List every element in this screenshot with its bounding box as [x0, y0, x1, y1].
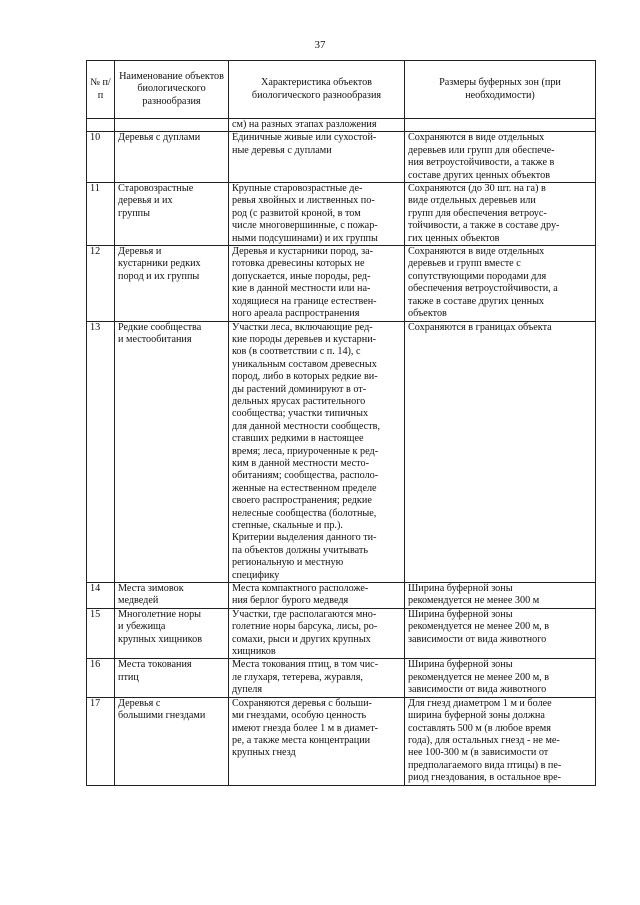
cell-number: 16	[87, 659, 115, 697]
page-number: 37	[314, 39, 326, 51]
cell-buffer-size: Сохраняются в виде отдельных деревьев и групп вместе с сопутствующими породами для обеспечения ветроустойчивости, а также в составе других ценных объектов	[405, 246, 596, 321]
header-buffer-size: Размеры буферных зон (при необходимости)	[405, 61, 596, 119]
cell-characteristics: Деревья и кустарники пород, за- готовка древесины которых не допускается, иные породы, ред- кие в данной местности или на- ходящиеся на границе естествен- ного ареала распространения	[229, 246, 405, 321]
cell-object-name: Старовозрастные деревья и их группы	[115, 183, 229, 246]
cell-buffer-size: Ширина буферной зоны рекомендуется не менее 300 м	[405, 583, 596, 609]
cell-object-name: Деревья с большими гнездами	[115, 697, 229, 785]
cell-object-name: Места токования птиц	[115, 659, 229, 697]
cell-characteristics: Участки, где располагаются мно- голетние норы барсука, лисы, ро- сомахи, рыси и других крупных хищников	[229, 608, 405, 659]
cell-number	[87, 119, 115, 132]
table-row	[87, 246, 596, 321]
cell-object-name: Многолетние норы и убежища крупных хищников	[115, 608, 229, 659]
cell-characteristics: Места компактного расположе- ния берлог бурого медведя	[229, 583, 405, 609]
cell-object-name: Деревья и кустарники редких пород и их группы	[115, 246, 229, 321]
cell-buffer-size	[405, 119, 596, 132]
cell-object-name	[115, 119, 229, 132]
cell-characteristics: Единичные живые или сухостой- ные деревья с дуплами	[229, 132, 405, 183]
table-row	[87, 659, 596, 697]
table-row	[87, 183, 596, 246]
table-row	[87, 697, 596, 785]
cell-number: 11	[87, 183, 115, 246]
table-row-continuation	[87, 119, 596, 132]
table-header-row	[87, 61, 596, 119]
cell-number: 13	[87, 321, 115, 583]
cell-buffer-size: Для гнезд диаметром 1 м и более ширина буферной зоны должна составлять 500 м (в любое время года), для остальных гнезд - не ме- нее 100-300 м (в зависимости от предполагаемого вида птицы) в пе- риод гнездования, в остальное вре-	[405, 697, 596, 785]
table-row	[87, 132, 596, 183]
table-row	[87, 608, 596, 659]
cell-characteristics: Крупные старовозрастные де- ревья хвойных и лиственных по- род (с развитой кроной, в том числе многовершинные, с пожар- ными подсушинами) и их группы	[229, 183, 405, 246]
cell-object-name: Места зимовок медведей	[115, 583, 229, 609]
cell-buffer-size: Сохраняются в виде отдельных деревьев или групп для обеспече- ния ветроустойчивости, а также в составе других ценных объектов	[405, 132, 596, 183]
cell-characteristics: Места токования птиц, в том чис- ле глухаря, тетерева, журавля, дупеля	[229, 659, 405, 697]
table-row	[87, 583, 596, 609]
header-object-name: Наименование объектов биологического разнообразия	[115, 61, 229, 119]
cell-number: 15	[87, 608, 115, 659]
header-number: № п/п	[87, 61, 115, 119]
cell-number: 14	[87, 583, 115, 609]
cell-number: 12	[87, 246, 115, 321]
biodiversity-objects-table	[86, 60, 596, 786]
header-characteristics: Характеристика объектов биологического разнообразия	[229, 61, 405, 119]
cell-buffer-size: Сохраняются в границах объекта	[405, 321, 596, 583]
cell-characteristics: см) на разных этапах разложения	[229, 119, 405, 132]
table-row	[87, 321, 596, 583]
cell-number: 10	[87, 132, 115, 183]
cell-buffer-size: Ширина буферной зоны рекомендуется не менее 200 м, в зависимости от вида животного	[405, 659, 596, 697]
cell-buffer-size: Сохраняются (до 30 шт. на га) в виде отдельных деревьев или групп для обеспечения ветроус- тойчивости, а также в составе дру- гих ценных объектов	[405, 183, 596, 246]
cell-characteristics: Участки леса, включающие ред- кие породы деревьев и кустарни- ков (в соответствии с п. 14), с уникальным составом древесных пород, либо в которых редкие ви- ды растений доминируют в от- дельных ярусах растительного сообщества; участки типичных для данной местности сообществ, ставших редкими в настоящее время; леса, приуроченные к ред- ким в данной местности место- обитаниям; сообщества, располо- женные на естественном пределе своего распространения; редкие нелесные сообщества (болотные, степные, скальные и пр.). Критерии выделения данного ти- па объектов должны учитывать региональную и местную специфику	[229, 321, 405, 583]
cell-number: 17	[87, 697, 115, 785]
cell-characteristics: Сохраняются деревья с больши- ми гнездами, особую ценность имеют гнезда более 1 м в диамет- ре, а также места концентрации крупных гнезд	[229, 697, 405, 785]
cell-object-name: Деревья с дуплами	[115, 132, 229, 183]
cell-object-name: Редкие сообщества и местообитания	[115, 321, 229, 583]
cell-buffer-size: Ширина буферной зоны рекомендуется не менее 200 м, в зависимости от вида животного	[405, 608, 596, 659]
